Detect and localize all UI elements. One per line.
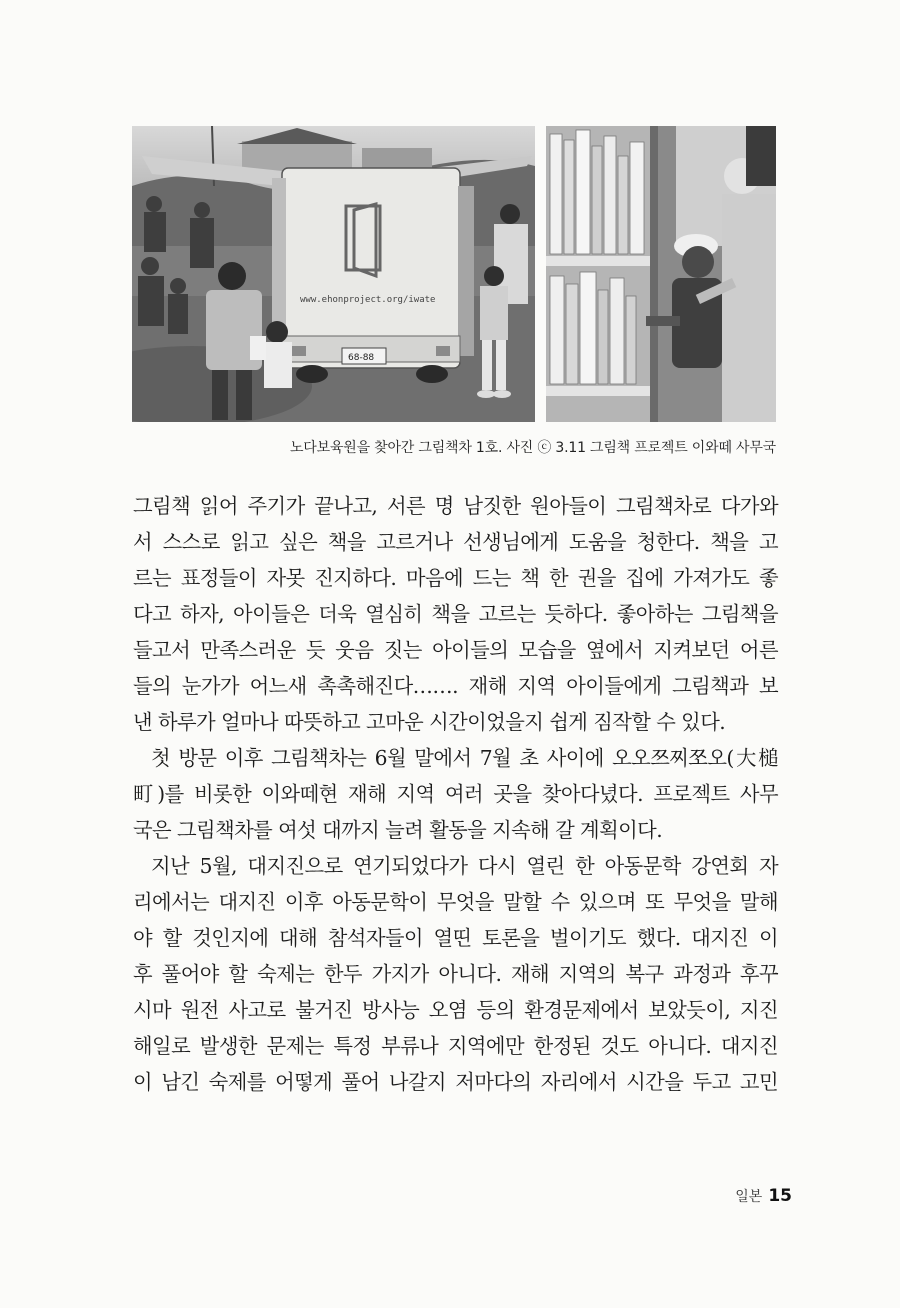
text-line: 낸 하루가 얼마나 따뜻하고 고마운 시간이었을지 쉽게 짐작할 수 있다. — [133, 710, 726, 734]
bookshelf-photo-illustration — [546, 126, 776, 422]
truck-url-text: www.ehonproject.org/iwate — [300, 295, 436, 305]
text-line: 다고 하자, 아이들은 더욱 열심히 책을 고르는 듯하다. 좋아하는 그림책을 — [133, 602, 778, 626]
text-line: 야 할 것인지에 대해 참석자들이 열띤 토론을 벌이기도 했다. 대지진 이 — [133, 926, 778, 950]
text-line: 후 풀어야 할 숙제는 한두 가지가 아니다. 재해 지역의 복구 과정과 후꾸 — [133, 962, 778, 986]
paragraph-2 — [133, 740, 778, 848]
text-line: 르는 표정들이 자못 진지하다. 마음에 드는 책 한 권을 집에 가져가도 좋 — [133, 566, 778, 590]
section-name: 일본 — [735, 1189, 763, 1205]
photo-picture-book-truck — [132, 126, 535, 422]
license-plate: 68-88 — [348, 353, 375, 363]
text-line: 서 스스로 읽고 싶은 책을 고르거나 선생님에게 도움을 청한다. 책을 고 — [133, 530, 778, 554]
text-line: 그림책 읽어 주기가 끝나고, 서른 명 남짓한 원아들이 그림책차로 다가와 — [133, 494, 778, 518]
paragraph-3 — [133, 848, 778, 1100]
text-line: 국은 그림책차를 여섯 대까지 늘려 활동을 지속해 갈 계획이다. — [133, 818, 663, 842]
text-line: 들고서 만족스러운 듯 웃음 짓는 아이들의 모습을 옆에서 지켜보던 어른 — [133, 638, 778, 662]
text-line: 해일로 발생한 문제는 특정 부류나 지역에만 한정된 것도 아니다. 대지진 — [133, 1034, 778, 1058]
paragraph-1 — [133, 488, 778, 740]
page-number: 15 — [768, 1186, 792, 1206]
text-line: 이 남긴 숙제를 어떻게 풀어 나갈지 저마다의 자리에서 시간을 두고 고민 — [133, 1070, 778, 1094]
text-line: 들의 눈가가 어느새 촉촉해진다……. 재해 지역 아이들에게 그림책과 보 — [133, 674, 778, 698]
text-line: 지난 5월, 대지진으로 연기되었다가 다시 열린 한 아동문학 강연회 자 — [151, 854, 778, 878]
truck-photo-illustration — [132, 126, 535, 422]
article-body — [133, 488, 778, 1100]
page-footer — [735, 1186, 792, 1206]
text-line: 시마 원전 사고로 불거진 방사능 오염 등의 환경문제에서 보았듯이, 지진 — [133, 998, 778, 1022]
text-line: 첫 방문 이후 그림책차는 6월 말에서 7월 초 사이에 오오쯔찌쪼오(大槌 — [151, 746, 778, 770]
text-line: 町)를 비롯한 이와떼현 재해 지역 여러 곳을 찾아다녔다. 프로젝트 사무 — [133, 782, 778, 806]
photo-caption: 노다보육원을 찾아간 그림책차 1호. 사진 ⓒ 3.11 그림책 프로젝트 이와떼 사무국 — [289, 440, 776, 456]
text-line: 리에서는 대지진 이후 아동문학이 무엇을 말할 수 있으며 또 무엇을 말해 — [133, 890, 778, 914]
photo-bookshelf — [546, 126, 776, 422]
